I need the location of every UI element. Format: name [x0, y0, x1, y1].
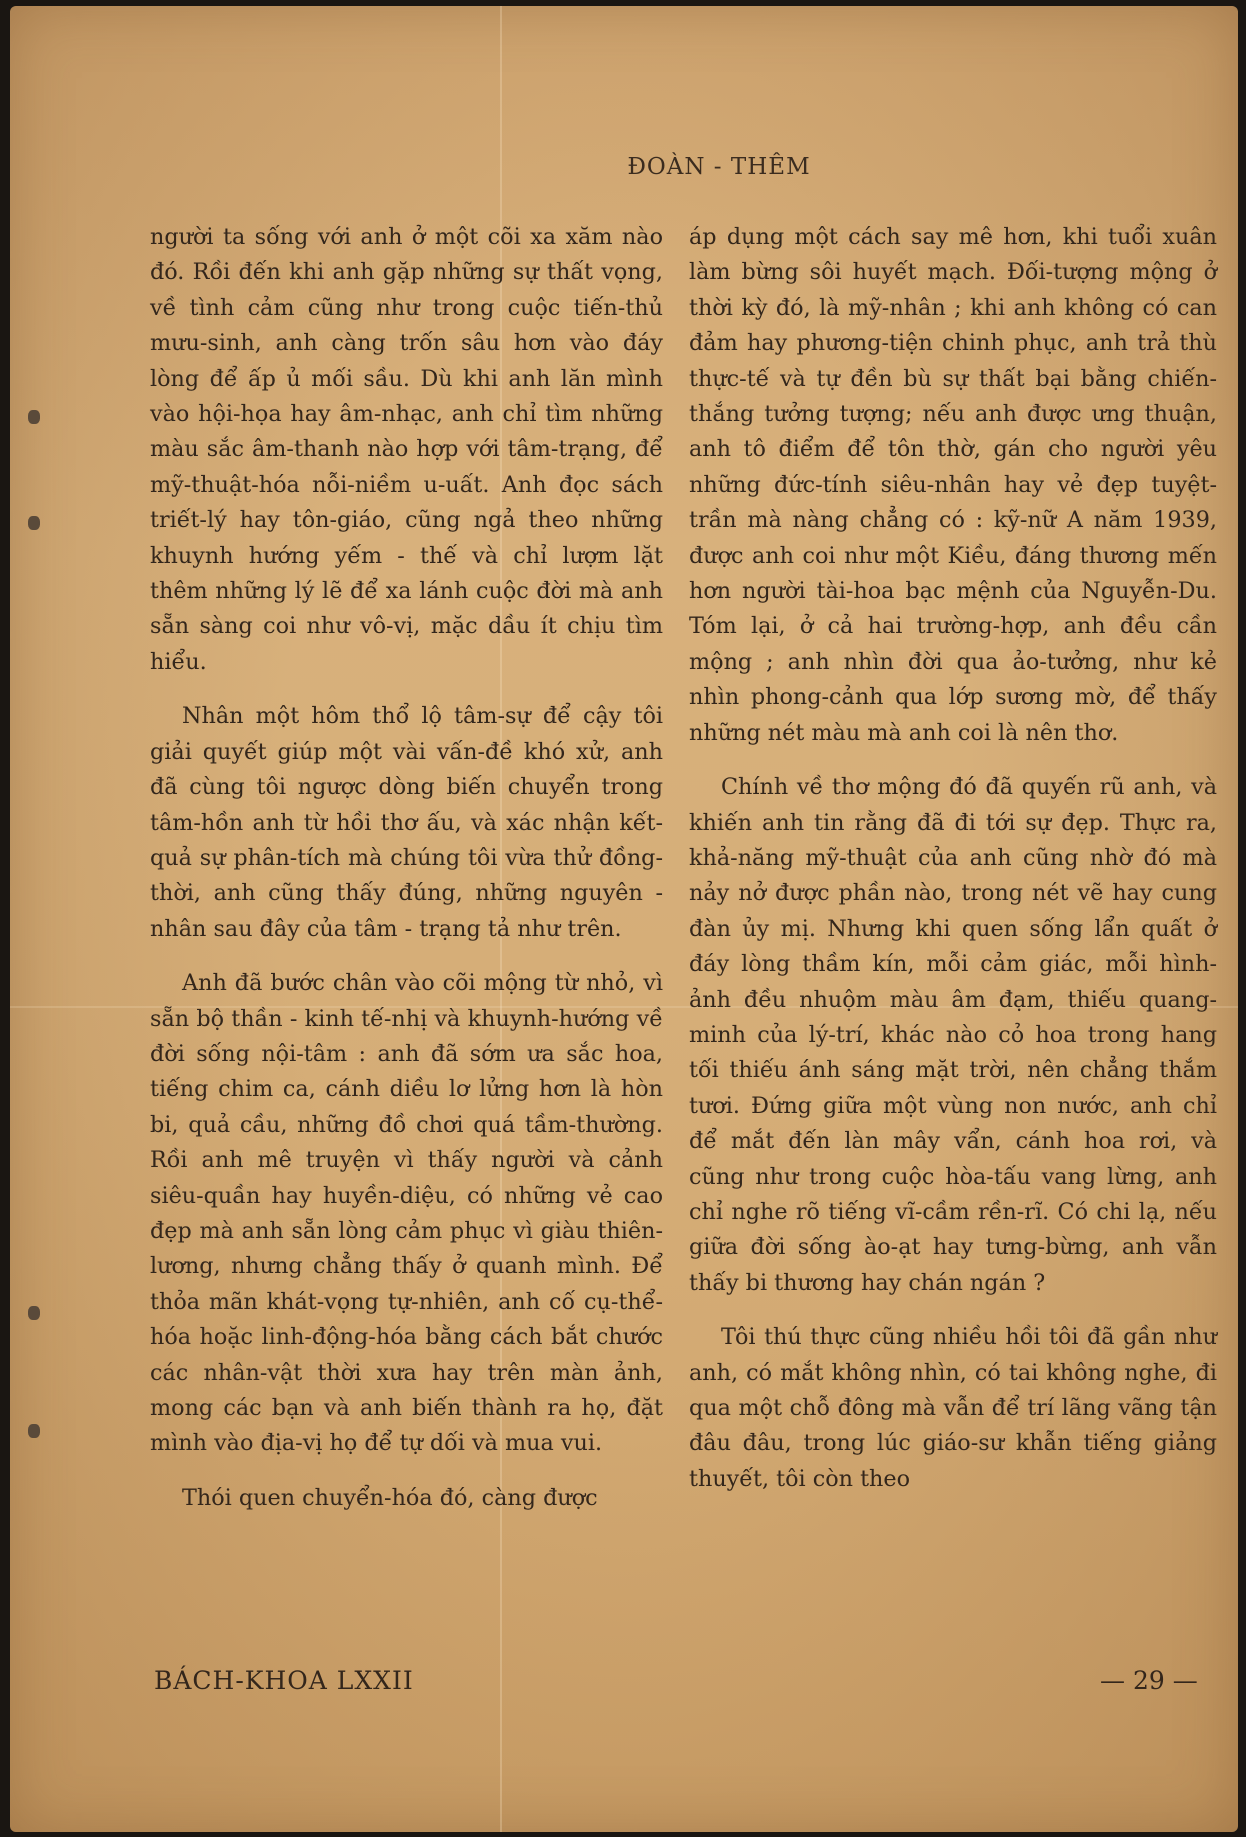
- paragraph: Chính về thơ mộng đó đã quyến rũ anh, và khiến anh tin rằng đã đi tới sự đẹp. Thực ra, khả-năng mỹ-thuật của anh cũng nhờ đó mà nảy nở được phần nào, trong nét vẽ hay cung đàn ủy mị. Nhưng khi quen sống lẩn quất ở đáy lòng thầm kín, mỗi cảm giác, mỗi hình-ảnh đều nhuộm màu âm đạm, thiếu quang-minh của lý-trí, khác nào cỏ hoa trong hang tối thiếu ánh sáng mặt trời, nên chẳng thắm tươi. Đứng giữa một vùng non nước, anh chỉ để mắt đến làn mây vẩn, cánh hoa rơi, và cũng như trong cuộc hòa-tấu vang lừng, anh chỉ nghe rõ tiếng vĩ-cầm rền-rĩ. Có chi lạ, nếu giữa đời sống ào-ạt hay tưng-bừng, anh vẫn thấy bi thương hay chán ngán ?: [689, 774, 1217, 1296]
- binding-hole-mark: [28, 516, 40, 530]
- left-column: [150, 220, 663, 1535]
- binding-hole-mark: [28, 1306, 40, 1320]
- journal-footer: BÁCH-KHOA LXXII: [154, 1666, 414, 1695]
- paragraph: Tôi thú thực cũng nhiều hồi tôi đã gần như anh, có mắt không nhìn, có tai không nghe, đi qua một chỗ đông mà vẫn để trí lãng vãng tận đâu đâu, trong lúc giáo-sư khẫn tiếng giảng thuyết, tôi còn theo: [689, 1324, 1217, 1492]
- scanned-page: [10, 6, 1238, 1832]
- paragraph: Thói quen chuyển-hóa đó, càng được: [182, 1484, 598, 1511]
- paragraph: áp dụng một cách say mê hơn, khi tuổi xuân làm bừng sôi huyết mạch. Đối-tượng mộng ở thời kỳ đó, là mỹ-nhân ; khi anh không có can đảm hay phương-tiện chinh phục, anh trả thù thực-tế và tự đền bù sự thất bại bằng chiến-thắng tưởng tượng; nếu anh được ưng thuận, anh tô điểm để tôn thờ, gán cho người yêu những đức-tính siêu-nhân hay vẻ đẹp tuyệt-trần mà nàng chẳng có : kỹ-nữ A năm 1939, được anh coi như một Kiều, đáng thương mến hơn người tài-hoa bạc mệnh của Nguyễn-Du. Tóm lại, ở cả hai trường-hợp, anh đều cần mộng ; anh nhìn đời qua ảo-tưởng, như kẻ nhìn phong-cảnh qua lớp sương mờ, để thấy những nét màu mà anh coi là nên thơ.: [689, 224, 1217, 746]
- running-head: ĐOÀN - THÊM: [627, 154, 811, 180]
- binding-hole-mark: [28, 410, 40, 424]
- paragraph: người ta sống với anh ở một cõi xa xăm nào đó. Rồi đến khi anh gặp những sự thất vọng, về tình cảm cũng như trong cuộc tiến-thủ mưu-sinh, anh càng trốn sâu hơn vào đáy lòng để ấp ủ mối sầu. Dù khi anh lăn mình vào hội-họa hay âm-nhạc, anh chỉ tìm những màu sắc âm-thanh nào hợp với tâm-trạng, để mỹ-thuật-hóa nỗi-niềm u-uất. Anh đọc sách triết-lý hay tôn-giáo, cũng ngả theo những khuynh hướng yếm - thế và chỉ lượm lặt thêm những lý lẽ để xa lánh cuộc đời mà anh sẵn sàng coi như vô-vị, mặc dầu ít chịu tìm hiểu.: [150, 224, 663, 675]
- paragraph: Anh đã bước chân vào cõi mộng từ nhỏ, vì sẵn bộ thần - kinh tế-nhị và khuynh-hướng về đời sống nội-tâm : anh đã sớm ưa sắc hoa, tiếng chim ca, cánh diều lơ lửng hơn là hòn bi, quả cầu, những đồ chơi quá tầm-thường. Rồi anh mê truyện vì thấy người và cảnh siêu-quần hay huyền-diệu, có những vẻ cao đẹp mà anh sẵn lòng cảm phục vì giàu thiên-lương, nhưng chẳng thấy ở quanh mình. Để thỏa mãn khát-vọng tự-nhiên, anh cố cụ-thể-hóa hoặc linh-động-hóa bằng cách bắt chước các nhân-vật thời xưa hay trên màn ảnh, mong các bạn và anh biến thành ra họ, đặt mình vào địa-vị họ để tự dối và mua vui.: [150, 970, 663, 1457]
- right-column: [689, 220, 1217, 1516]
- page-number: — 29 —: [1100, 1666, 1198, 1695]
- binding-hole-mark: [28, 1424, 40, 1438]
- paragraph: Nhân một hôm thổ lộ tâm-sự để cậy tôi giải quyết giúp một vài vấn-đề khó xử, anh đã cùng tôi ngược dòng biến chuyển trong tâm-hồn anh từ hồi thơ ấu, và xác nhận kết-quả sự phân-tích mà chúng tôi vừa thử đồng-thời, anh cũng thấy đúng, những nguyên - nhân sau đây của tâm - trạng tả như trên.: [150, 703, 663, 942]
